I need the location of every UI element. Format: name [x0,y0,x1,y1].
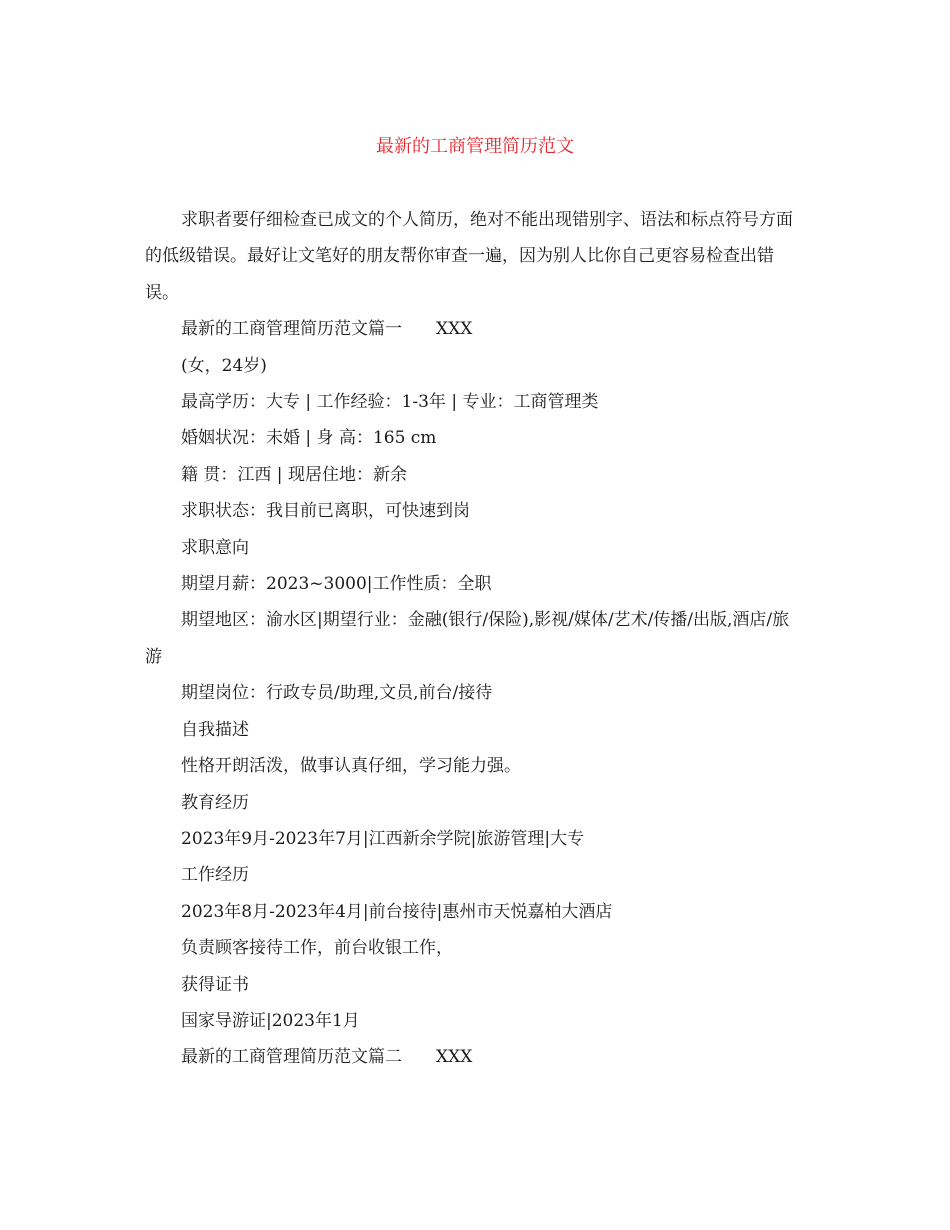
work-item: 2023年8月-2023年4月|前台接待|惠州市天悦嘉柏大酒店 [181,901,613,922]
intent-heading: 求职意向 [181,537,249,558]
section-heading-1 [145,311,800,347]
section-heading-2 [145,1039,800,1075]
status-line: 求职状态：我目前已离职，可快速到岗 [181,501,470,522]
cert-item: 国家导游证|2023年1月 [181,1010,360,1031]
candidate-name: XXX [436,319,473,340]
region-line: 期望地区：渝水区|期望行业：金融(银行/保险),影视/媒体/艺术/传播/出版,酒店/旅游 [145,610,790,667]
education-line: 最高学历：大专 | 工作经验：1-3年 | 专业：工商管理类 [181,392,599,413]
work-heading: 工作经历 [181,865,249,886]
salary-line: 期望月薪：2023~3000|工作性质：全职 [181,574,492,595]
self-heading: 自我描述 [181,719,249,740]
document-body [145,202,800,1076]
work-desc: 负责顾客接待工作，前台收银工作， [181,938,453,959]
candidate-name: XXX [436,1047,473,1068]
cert-heading: 获得证书 [181,974,249,995]
gender-age: (女，24岁) [181,355,267,376]
section-title: 最新的工商管理简历范文篇二 [181,1047,402,1068]
position-line: 期望岗位：行政专员/助理,文员,前台/接待 [181,683,493,704]
edu-heading: 教育经历 [181,792,249,813]
document-title: 最新的工商管理简历范文 [376,136,574,157]
origin-line: 籍 贯：江西 | 现居住地：新余 [181,464,407,485]
edu-item: 2023年9月-2023年7月|江西新余学院|旅游管理|大专 [181,828,585,849]
section-title: 最新的工商管理简历范文篇一 [181,319,402,340]
self-text: 性格开朗活泼，做事认真仔细，学习能力强。 [181,756,521,777]
intro-paragraph: 求职者要仔细检查已成文的个人简历，绝对不能出现错别字、语法和标点符号方面的低级错误。最好让文笔好的朋友帮你审查一遍，因为别人比你自己更容易检查出错误。 [145,210,793,303]
marital-line: 婚姻状况：未婚 | 身 高：165 cm [181,428,437,449]
